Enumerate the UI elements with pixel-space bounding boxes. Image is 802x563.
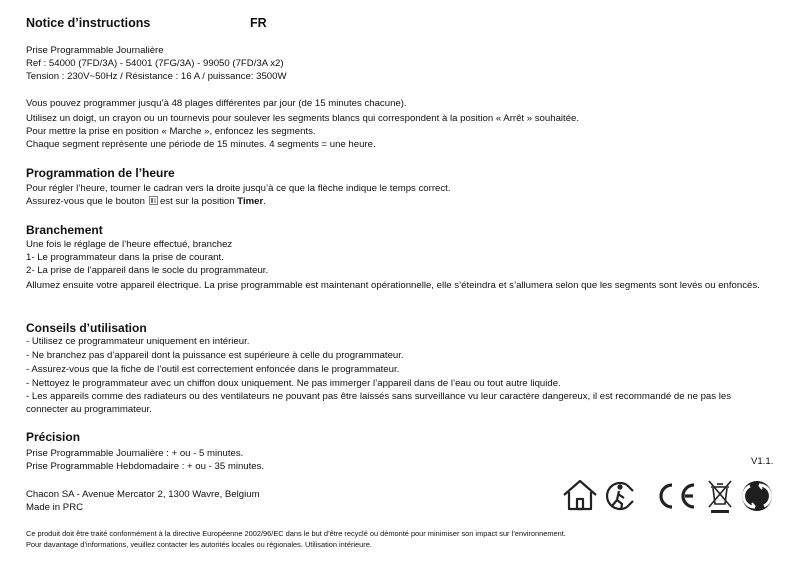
footer-line: Ce produit doit être traité conformément à la directive Européenne 2002/96/EC dans le but d’être recyclé ou démonté pour minimiser son impact sur l’environnement. xyxy=(26,529,566,538)
connection-line: Une fois le réglage de l’heure effectué, branchez xyxy=(26,239,233,250)
intro-line: Utilisez un doigt, un crayon ou un tournevis pour soulever les segments blancs qui correspondent à la position « Arrêt » souhaitée. xyxy=(26,113,580,124)
intro-line: Vous pouvez programmer jusqu’à 48 plages différentes par jour (de 15 minutes chacune). xyxy=(26,98,407,109)
time-line-button xyxy=(26,195,266,208)
time-line-pre: Assurez-vous que le bouton xyxy=(26,196,145,207)
ce-mark-icon xyxy=(661,485,694,507)
recycling-triman-icon xyxy=(607,483,633,510)
page-title: Notice d’instructions xyxy=(26,16,151,30)
section-title-connection: Branchement xyxy=(26,223,103,237)
connection-line: 1- Le programmateur dans la prise de courant. xyxy=(26,252,224,263)
section-title-tips: Conseils d’utilisation xyxy=(26,321,147,335)
green-dot-icon xyxy=(742,481,772,511)
timer-switch-icon xyxy=(149,196,158,205)
product-specs: Tension : 230V~50Hz / Résistance : 16 A / puissance: 3500W xyxy=(26,71,287,82)
tip-line: - Utilisez ce programmateur uniquement en intérieur. xyxy=(26,336,250,347)
footer-line: Pour davantage d’informations, veuillez contacter les autorités locales ou régionales. Utilisation intérieure. xyxy=(26,540,372,549)
precision-line: Prise Programmable Hebdomadaire : + ou - 35 minutes. xyxy=(26,461,265,472)
product-name: Prise Programmable Journalière xyxy=(26,45,164,56)
connection-paragraph: Allumez ensuite votre appareil électrique. La prise programmable est maintenant opérationnelle, elle s’éteindra et s’allumera selon que les segments sont levés ou enfoncés. xyxy=(26,280,760,291)
tip-line: - Nettoyez le programmateur avec un chiffon doux uniquement. Ne pas immerger l’appareil dans de l’eau ou tout autre liquide. xyxy=(26,378,561,389)
intro-line: Pour mettre la prise en position « Marche », enfoncez les segments. xyxy=(26,126,316,137)
language-code: FR xyxy=(250,16,267,30)
precision-line: Prise Programmable Journalière : + ou - 5 minutes. xyxy=(26,448,244,459)
tip-line: - Assurez-vous que la fiche de l’outil est correctement enfoncée dans le programmateur. xyxy=(26,364,400,375)
company-address: Chacon SA - Avenue Mercator 2, 1300 Wavre, Belgium xyxy=(26,489,260,500)
house-icon xyxy=(564,481,596,509)
time-line-post: . xyxy=(263,196,266,207)
time-line-mid: est sur la position xyxy=(159,196,235,207)
weee-bin-icon xyxy=(709,481,731,513)
connection-line: 2- La prise de l’appareil dans le socle du programmateur. xyxy=(26,265,269,276)
product-refs: Ref : 54000 (7FD/3A) - 54001 (7FG/3A) - 99050 (7FD/3A x2) xyxy=(26,58,284,69)
tip-line: - Ne branchez pas d’appareil dont la puissance est supérieure à celle du programmateur. xyxy=(26,350,404,361)
compliance-icons xyxy=(561,476,777,516)
section-title-time: Programmation de l’heure xyxy=(26,166,175,180)
tip-last: - Les appareils comme des radiateurs ou des ventilateurs ne pouvant pas être laissés sans surveillance vu leur caractère dangereux, il est recommandé de ne pas les connecter au programmateur. xyxy=(26,391,731,415)
section-title-precision: Précision xyxy=(26,430,81,444)
made-in: Made in PRC xyxy=(26,502,84,513)
version-label: V1.1. xyxy=(751,456,774,467)
intro-line: Chaque segment représente une période de 15 minutes. 4 segments = une heure. xyxy=(26,139,376,150)
timer-label: Timer xyxy=(237,196,264,207)
time-line: Pour régler l’heure, tourner le cadran vers la droite jusqu’à ce que la flèche indique le temps correct. xyxy=(26,183,451,194)
